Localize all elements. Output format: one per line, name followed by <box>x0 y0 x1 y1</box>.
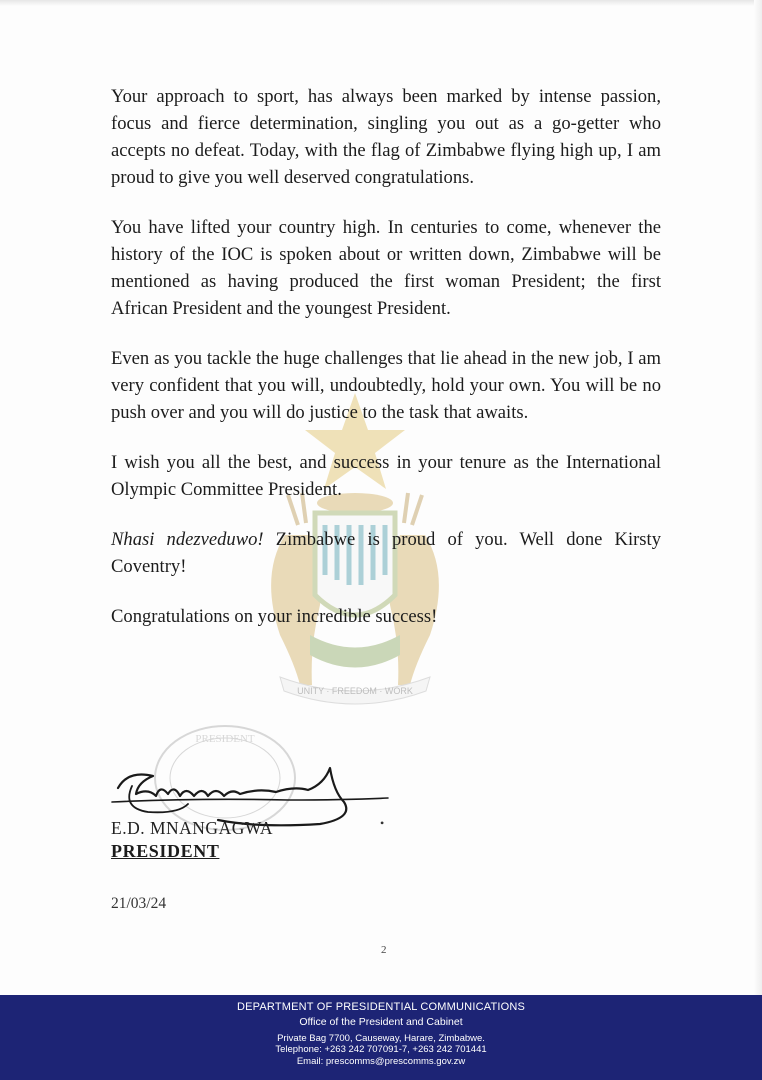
footer-telephone: Telephone: +263 242 707091-7, +263 242 701441 <box>275 1044 487 1055</box>
paragraph-challenges: Even as you tackle the huge challenges that lie ahead in the new job, I am very confident that you will, undoubtedly, hold your own. You will be no push over and you will do justice to the task that awaits. <box>111 348 661 423</box>
scan-top-edge <box>0 0 762 6</box>
paragraph-approach: Your approach to sport, has always been marked by intense passion, focus and fierce determination, singling you out as a go-getter who accepts no defeat. Today, with the flag of Zimbabwe flying high up, I am proud to give you well deserved congratulations. <box>111 86 661 188</box>
letterhead-footer <box>0 995 762 1080</box>
footer-department: DEPARTMENT OF PRESIDENTIAL COMMUNICATIONS <box>236 1001 526 1013</box>
closing-rest: Zimbabwe is proud of you. Well done Kirsty Coventry! <box>111 529 662 577</box>
stamp-text: PRESIDENT <box>195 733 255 745</box>
paragraph-wish: I wish you all the best, and success in your tenure as the International Olympic Committee President. <box>111 452 661 500</box>
paragraph-lifted: You have lifted your country high. In centuries to come, whenever the history of the IOC is spoken about or written down, Zimbabwe will be mentioned as having produced the first woman President; the first African President and the youngest President. <box>111 217 661 319</box>
scan-right-edge <box>754 0 762 995</box>
letter-body <box>111 83 661 653</box>
watermark-motto: UNITY · FREEDOM · WORK <box>297 686 413 696</box>
paragraph-closing <box>111 526 661 580</box>
footer-address: Private Bag 7700, Causeway, Harare, Zimbabwe. <box>277 1033 485 1044</box>
closing-italic: Nhasi ndezveduwo! <box>111 529 264 550</box>
signer-name: E.D. MNANGAGWA <box>111 818 274 838</box>
paragraph-final: Congratulations on your incredible success! <box>111 606 438 627</box>
page-number: 2 <box>381 944 387 956</box>
footer-email: Email: prescomms@prescomms.gov.zw <box>296 1056 466 1067</box>
letter-date: 21/03/24 <box>111 895 167 912</box>
ink-dot: • <box>380 816 385 830</box>
signer-title: PRESIDENT <box>111 841 220 861</box>
footer-office: Office of the President and Cabinet <box>299 1016 463 1028</box>
